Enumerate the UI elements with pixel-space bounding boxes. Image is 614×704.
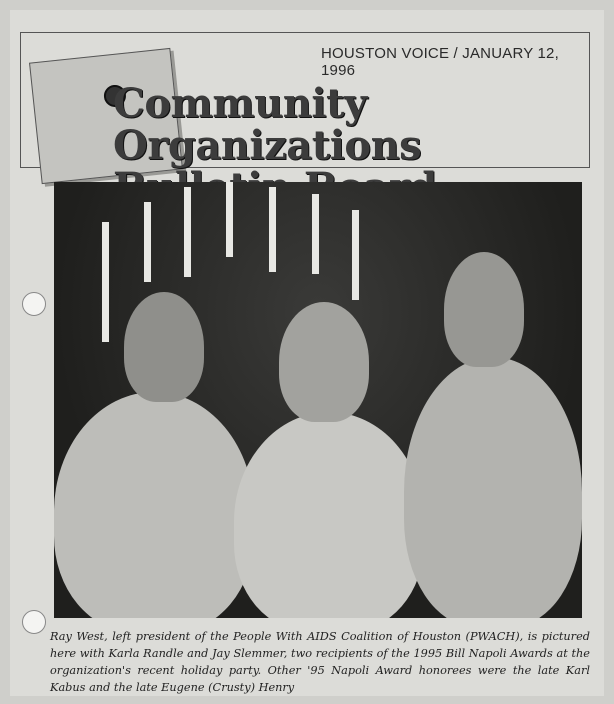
binder-hole (22, 610, 46, 634)
person-left (54, 392, 254, 618)
group-photo (54, 182, 582, 618)
person-center-head (279, 302, 369, 422)
candle (102, 222, 109, 342)
candle (269, 187, 276, 272)
binder-hole (22, 292, 46, 316)
dateline: HOUSTON VOICE / JANUARY 12, 1996 (317, 45, 589, 79)
candle (184, 187, 191, 277)
person-left-head (124, 292, 204, 402)
photo-caption: Ray West, left president of the People With AIDS Coalition of Houston (PWACH), is pictured here with Karla Randle and Jay Slemmer, two recipients of the 1995 Bill Napoli Awards at the organization's recent holiday party. Other '95 Napoli Award honorees were the late Karl Kabus and the late Eugene (Crusty) Henry (50, 630, 590, 694)
candle (226, 182, 233, 257)
newspaper-page (10, 10, 604, 696)
candle (352, 210, 359, 300)
candle (312, 194, 319, 274)
candle (144, 202, 151, 282)
person-right (404, 357, 582, 618)
headline-line-1: Community Organizations (113, 80, 422, 169)
person-center (234, 412, 424, 618)
person-right-head (444, 252, 524, 367)
masthead (20, 32, 590, 168)
